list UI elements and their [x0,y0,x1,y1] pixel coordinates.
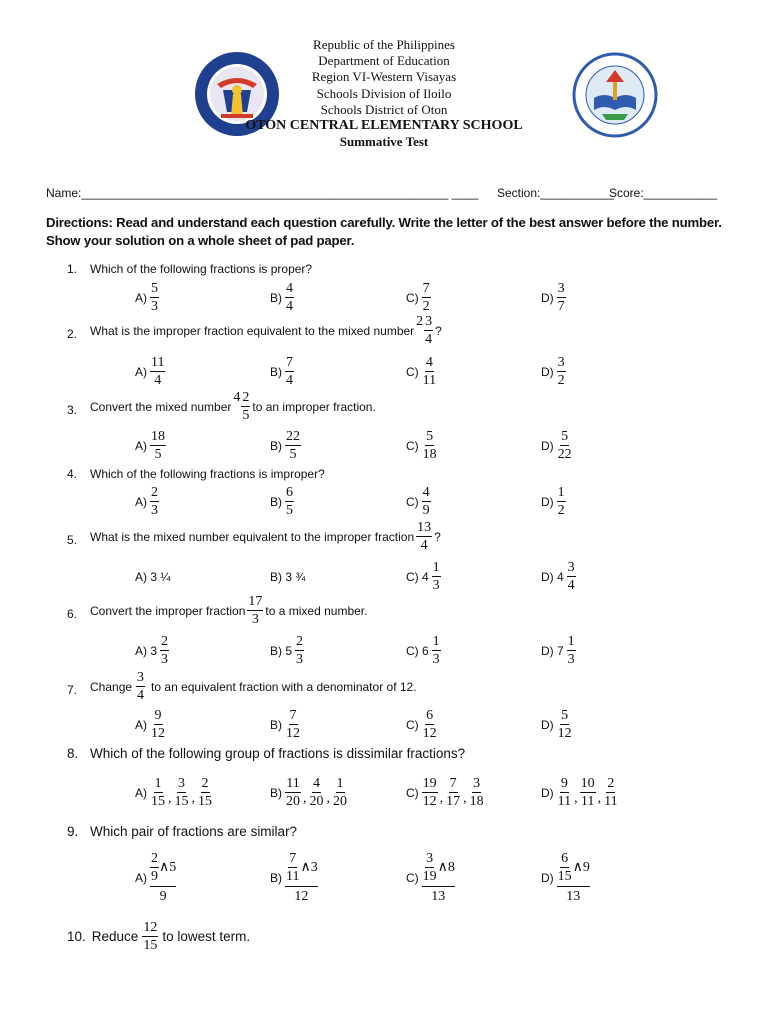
numerator: 6 [426,708,434,723]
numerator: 1 [567,634,575,649]
option-label: D) [541,717,554,732]
comma: , [439,791,444,806]
comma: , [326,791,330,806]
comma: , [191,791,195,806]
section-field[interactable]: Section:___________ [497,186,614,200]
whole: 2 [416,314,424,329]
numerator: 9 [560,776,568,791]
numerator: 5 [151,281,158,296]
numerator: 7 [449,776,457,791]
q5-text-end: ? [434,529,441,544]
q5-option-b[interactable] [270,570,308,584]
q9-option-a[interactable] [135,851,176,905]
q6-option-a[interactable] [135,634,169,667]
numerator: 1 [557,485,565,500]
denominator: 5 [154,447,162,462]
denominator: 5 [289,447,297,462]
denominator: 5 [242,408,250,423]
numerator: 22 [286,429,300,444]
fraction [285,355,294,388]
numerator: 4 [286,281,293,296]
q2-option-b[interactable] [270,355,294,388]
option-label: A) [135,290,147,305]
q6-option-b[interactable] [270,634,304,667]
numerator: 2 [151,851,158,866]
fraction [557,708,573,741]
q5-text [90,520,441,553]
denominator: 15 [151,794,165,809]
denominator: 3 [151,503,158,518]
denominator: 4 [567,578,575,593]
denominator: 3 [151,299,158,314]
fraction [150,708,166,741]
q8-option-c[interactable] [406,776,485,809]
directions: Directions: Read and understand each question carefully. Write the letter of the best answer before the number. Show your solution on a whole sheet of pad paper. [46,215,722,248]
numerator: 9 [154,708,162,723]
option-label: A) [135,494,147,509]
option-label: C) [406,871,419,885]
denominator: 4 [286,373,293,388]
numerator: 11 [286,776,300,791]
q6-text [90,594,367,627]
q5-option-a[interactable] [135,570,173,584]
q3-option-c[interactable] [406,429,438,462]
numerator: 1 [432,560,440,575]
denominator: 12 [151,726,165,741]
q4-option-a[interactable] [135,485,159,518]
q4-option-d[interactable] [541,485,566,518]
q4-text: Which of the following fractions is improper? [90,467,325,481]
denominator: 4 [420,538,428,553]
q7-text-part: Change [90,679,133,694]
q8-option-d[interactable] [541,776,619,809]
numerator: 3 [567,560,575,575]
q1-text: Which of the following fractions is proper? [90,262,313,276]
and-symbol: ∧ [159,860,170,875]
option-label: C) [406,290,419,305]
fraction [160,634,169,667]
fraction [557,281,566,314]
fraction [197,776,213,809]
name-field[interactable]: Name:_______________________________________________________ ____ [46,186,479,200]
numerator: 5 [426,429,434,444]
denominator: 11 [422,373,437,388]
numerator: 3 [425,314,433,329]
option-label: C) 6 [406,643,429,658]
fraction [422,281,431,314]
q4-number: 4. [67,467,78,481]
option-label: B) [270,290,282,305]
q7-text-end: to an equivalent fraction with a denominator of 12. [151,679,417,694]
second-value: 9 [582,859,590,875]
mixed-number [416,314,433,347]
q9-option-c[interactable] [406,851,455,905]
q8-text: Which of the following group of fractions is dissimilar fractions? [90,746,466,761]
option-label: B) 5 [270,643,293,658]
denominator: 12 [557,726,572,741]
q9-option-d[interactable] [541,851,590,905]
fraction [136,670,145,703]
q7-number: 7. [67,683,78,697]
numerator: 3 [426,851,434,866]
test-title: Summative Test [339,134,429,149]
second-value: 3 [310,859,318,875]
option-label: D) [541,438,554,453]
q3-text [90,390,376,423]
fraction [567,634,576,667]
q10-text [67,920,250,953]
numerator: 4 [425,355,433,370]
compound-fraction [557,851,590,905]
fraction [247,594,263,627]
denominator: 18 [422,447,437,462]
q10-number: 10. [67,929,86,944]
fraction [332,776,348,809]
option-label: D) [541,290,554,305]
q10-text-part: Reduce [91,929,139,944]
option-label: A) [135,871,147,885]
fraction [422,776,438,809]
option-label: B) [270,438,282,453]
bottom-value: 9 [159,889,167,904]
denominator: 2 [422,299,430,314]
second-value: 8 [447,859,455,875]
bottom-value: 12 [294,889,309,904]
fraction [432,634,441,667]
q5-number: 5. [67,533,78,547]
q1-option-a[interactable] [135,281,159,314]
fraction [424,314,433,347]
denominator: 20 [286,794,300,809]
q8-number: 8. [67,746,79,761]
q6-text-part: Convert the improper fraction [90,603,246,618]
denominator: 9 [422,503,430,518]
q2-text-end: ? [435,323,442,338]
q5-text-part: What is the mixed number equivalent to the improper fraction [90,529,415,544]
numerator: 7 [286,355,293,370]
fraction [557,776,572,809]
second-value: 5 [169,859,177,875]
denominator: 15 [174,794,189,809]
header-line-5: Schools District of Oton [320,102,448,117]
numerator: 2 [296,634,304,649]
option-label: A) [135,438,147,453]
numerator: 1 [336,776,344,791]
fraction [285,485,294,518]
numerator: 1 [154,776,162,791]
bottom-value: 13 [431,889,446,904]
option-label: B) 3 ¾ [270,570,306,584]
fraction [422,708,438,741]
fraction [295,634,304,667]
q7-option-d[interactable] [541,708,573,741]
numerator: 12 [143,920,158,935]
denominator: 17 [446,794,461,809]
option-label: D) 7 [541,643,564,658]
fraction [580,776,596,809]
q6-text-end: to a mixed number. [265,603,368,618]
q6-option-c[interactable] [406,634,441,667]
q3-option-b[interactable] [270,429,301,462]
denominator: 12 [422,794,437,809]
fraction [150,429,166,462]
option-label: B) [270,785,282,800]
fraction [150,355,165,388]
fraction [557,355,566,388]
option-label: B) [270,494,282,509]
denominator: 3 [296,652,304,667]
and-symbol: ∧ [437,860,448,875]
q2-number: 2. [67,327,78,341]
fraction [309,776,325,809]
q3-number: 3. [67,403,78,417]
option-label: C) [406,785,419,800]
school-name: OTON CENTRAL ELEMENTARY SCHOOL [245,118,523,133]
q5-option-c[interactable] [406,560,441,593]
denominator: 3 [161,652,169,667]
compound-fraction [285,851,318,905]
denominator: 15 [198,794,212,809]
compound-fraction [422,851,455,905]
denominator: 11 [580,794,595,809]
denominator: 18 [469,794,484,809]
numerator: 3 [557,281,565,296]
numerator: 13 [417,520,432,535]
q1-option-d[interactable] [541,281,566,314]
denominator: 20 [333,794,347,809]
header-line-1: Republic of the Philippines [313,37,455,52]
q3-option-d[interactable] [541,429,573,462]
numerator: 2 [201,776,209,791]
q2-option-a[interactable] [135,355,165,388]
numerator: 4 [313,776,320,791]
denominator: 4 [137,688,145,703]
fraction [557,429,573,462]
numerator: 3 [473,776,481,791]
denominator: 2 [557,503,565,518]
fraction [603,776,618,809]
option-label: D) [541,364,554,379]
q3-text-end: to an improper fraction. [252,399,376,414]
q8-option-a[interactable] [135,776,213,809]
option-label: C) [406,438,419,453]
numerator: 7 [422,281,430,296]
whole: 4 [233,390,241,405]
fraction [422,851,438,884]
q8-option-b[interactable] [270,776,348,809]
numerator: 1 [432,634,440,649]
numerator: 10 [580,776,595,791]
numerator: 2 [151,485,158,500]
denominator: 4 [286,299,293,314]
option-label: B) [270,871,282,885]
comma: , [303,791,307,806]
denominator: 11 [286,869,300,884]
option-label: C) [406,717,419,732]
option-label: A) 3 [135,643,158,658]
comma: , [463,791,467,806]
denominator: 15 [557,869,572,884]
q6-number: 6. [67,607,78,621]
fraction [422,429,438,462]
numerator: 5 [561,708,569,723]
denominator: 12 [422,726,437,741]
denominator: 4 [154,373,162,388]
option-label: C) [406,364,419,379]
denominator: 7 [557,299,565,314]
q2-text [90,314,442,347]
option-label: D) [541,785,554,800]
and-symbol: ∧ [572,860,583,875]
q7-text [90,670,417,703]
fraction [142,920,158,953]
numerator: 7 [289,708,297,723]
q6-option-d[interactable] [541,634,576,667]
option-label: D) 4 [541,569,564,584]
option-label: C) [406,494,419,509]
fraction [285,281,294,314]
denominator: 11 [557,794,572,809]
denominator: 9 [151,869,158,884]
comma: , [597,791,602,806]
numerator: 17 [248,594,263,609]
option-label: B) [270,717,282,732]
denominator: 19 [422,869,437,884]
fraction [241,390,250,423]
fraction [432,560,441,593]
option-label: D) [541,494,554,509]
fraction [422,355,437,388]
fraction [285,851,300,884]
q2-option-d[interactable] [541,355,566,388]
q4-option-c[interactable] [406,485,431,518]
denominator: 3 [251,612,259,627]
q7-option-c[interactable] [406,708,438,741]
denominator: 11 [604,794,618,809]
numerator: 5 [561,429,569,444]
numerator: 3 [557,355,565,370]
numerator: 6 [286,485,293,500]
q7-option-b[interactable] [270,708,301,741]
option-label: A) 3 ¼ [135,570,171,584]
score-field[interactable]: Score:___________ [609,186,718,200]
numerator: 19 [422,776,437,791]
q3-option-a[interactable] [135,429,166,462]
fraction [557,485,566,518]
denominator: 5 [286,503,293,518]
compound-fraction [150,851,176,905]
numerator: 3 [137,670,145,685]
fraction [557,851,573,884]
denominator: 15 [143,938,158,953]
q4-option-b[interactable] [270,485,294,518]
fraction [422,485,431,518]
denominator: 3 [432,578,440,593]
q7-option-a[interactable] [135,708,166,741]
numerator: 7 [289,851,297,866]
fraction [445,776,461,809]
q3-text-part: Convert the mixed number [90,399,232,414]
fraction [567,560,576,593]
fraction [150,485,159,518]
fraction [469,776,485,809]
fraction [285,429,301,462]
and-symbol: ∧ [300,860,311,875]
bottom-value: 13 [566,889,581,904]
numerator: 3 [178,776,185,791]
numerator: 6 [561,851,569,866]
numerator: 18 [151,429,165,444]
numerator: 2 [242,390,250,405]
numerator: 4 [422,485,430,500]
denominator: 20 [309,794,324,809]
option-label: C) 4 [406,569,429,584]
fraction [416,520,432,553]
numerator: 2 [161,634,169,649]
fraction [285,776,301,809]
q9-text: Which pair of fractions are similar? [90,824,298,839]
option-label: D) [541,871,554,885]
fraction [150,776,166,809]
header-line-4: Schools Division of Iloilo [316,86,452,101]
q1-option-c[interactable] [406,281,431,314]
numerator: 2 [607,776,615,791]
option-label: A) [135,717,147,732]
denominator: 4 [425,332,433,347]
q2-text-part: What is the improper fraction equivalent to the mixed number [90,323,415,338]
fraction [174,776,190,809]
denominator: 12 [286,726,300,741]
mixed-number [233,390,250,423]
denominator: 2 [557,373,565,388]
q9-number: 9. [67,824,79,839]
fraction [150,851,159,884]
numerator: 11 [151,355,165,370]
denominator: 22 [557,447,572,462]
fraction [150,281,159,314]
q10-text-end: to lowest term. [162,929,251,944]
header-line-2: Department of Education [318,53,450,68]
denominator: 3 [432,652,440,667]
option-label: A) [135,364,147,379]
option-label: A) [135,785,147,800]
fraction [285,708,301,741]
q9-option-b[interactable] [270,851,318,905]
denominator: 3 [567,652,575,667]
header-line-3: Region VI-Western Visayas [311,69,457,84]
q5-option-d[interactable] [541,560,576,593]
comma: , [168,791,172,806]
q1-option-b[interactable] [270,281,294,314]
option-label: B) [270,364,282,379]
q2-option-c[interactable] [406,355,437,388]
comma: , [574,791,578,806]
q1-number: 1. [67,262,78,276]
